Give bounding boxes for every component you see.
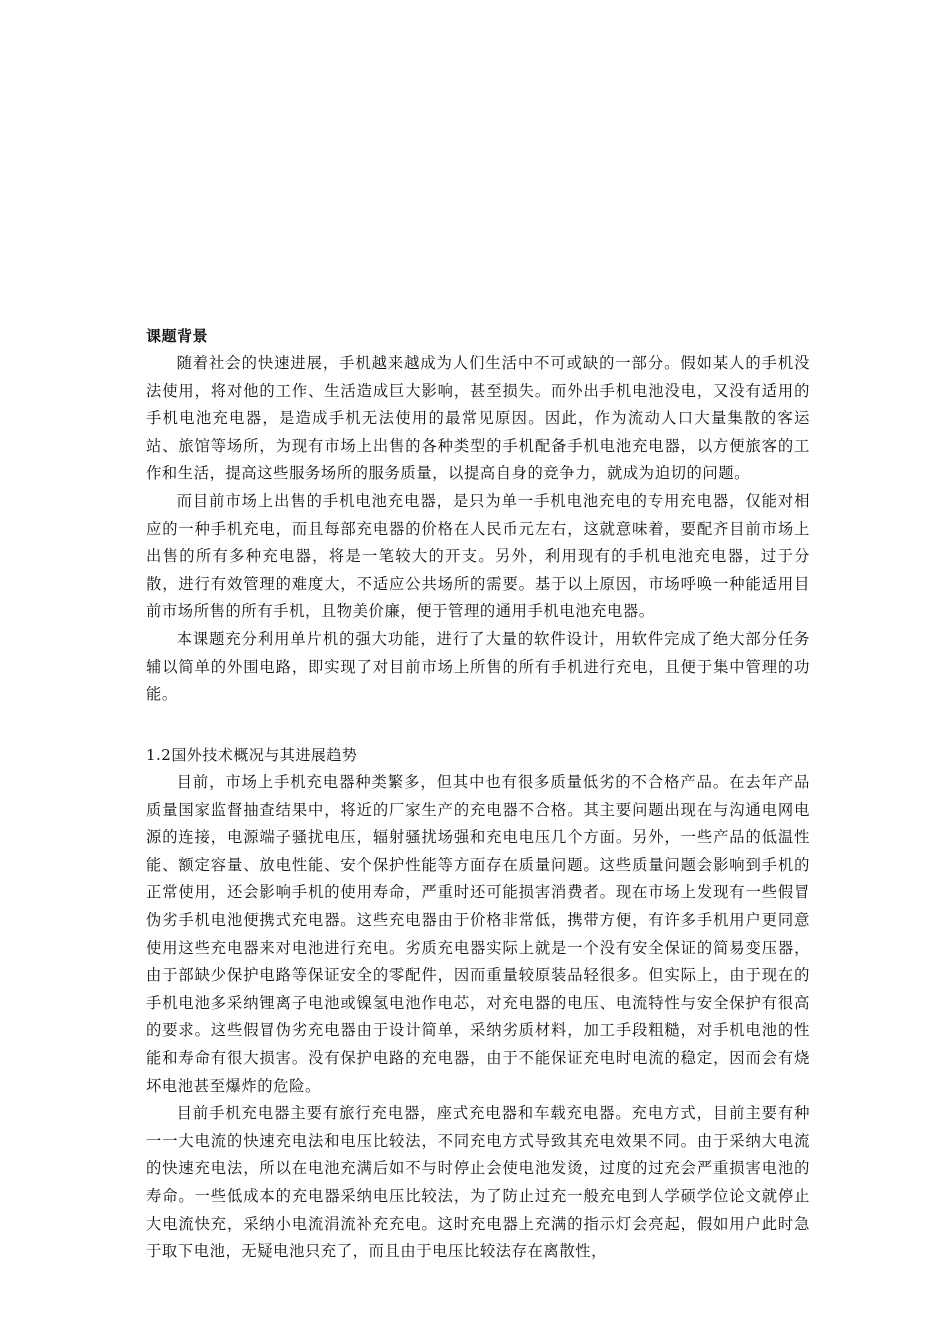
section-foreign-technology	[146, 741, 810, 1266]
section-heading: 1.2国外技术概况与其进展趋势	[146, 746, 358, 764]
paragraph: 而目前市场上出售的手机电池充电器，是只为单一手机电池充电的专用充电器，仅能对相应的一种手机充电，而且每部充电器的价格在人民币元左右，这就意味着，要配齐目前市场上出售的所有多种充电器，将是一笔较大的开支。另外，利用现有的手机电池充电器，过于分散，进行有效管理的难度大，不适应公共场所的需要。基于以上原因，市场呼唤一种能适用目前市场所售的所有手机，且物美价廉，便于管理的通用手机电池充电器。	[146, 491, 810, 621]
paragraph: 目前手机充电器主要有旅行充电器，座式充电器和车载充电器。充电方式，目前主要有种一一大电流的快速充电法和电压比较法，不同充电方式导致其充电效果不同。由于采纳大电流的快速充电法，所以在电池充满后如不与时停止会使电池发烫，过度的过充会严重损害电池的寿命。一些低成本的充电器采纳电压比较法，为了防止过充一般充电到人学硕学位论文就停止大电流快充，采纳小电流涓流补充充电。这时充电器上充满的指示灯会亮起，假如用户此时急于取下电池，无疑电池只充了，而且由于电压比较法存在离散性，	[146, 1104, 810, 1261]
paragraph: 目前，市场上手机充电器种类繁多，但其中也有很多质量低劣的不合格产品。在去年产品质量国家监督抽查结果中，将近的厂家生产的充电器不合格。其主要问题出现在与沟通电网电源的连接，电源端子骚扰电压，辐射骚扰场强和充电电压几个方面。另外，一些产品的低温性能、额定容量、放电性能、安个保护性能等方面存在质量问题。这些质量问题会影响到手机的正常使用，还会影响手机的使用寿命，严重时还可能损害消费者。现在市场上发现有一些假冒伪劣手机电池便携式充电器。这些充电器由于价格非常低，携带方便，有许多手机用户更同意使用这些充电器来对电池进行充电。劣质充电器实际上就是一个没有安全保证的简易变压器，由于部缺少保护电路等保证安全的零配件，因而重量较原装品轻很多。但实际上，由于现在的手机电池多采纳锂离子电池或镍氢电池作电芯，对充电器的电压、电流特性与安全保护有很高的要求。这些假冒伪劣充电器由于设计简单，采纳劣质材料，加工手段粗糙，对手机电池的性能和寿命有很大损害。没有保护电路的充电器，由于不能保证充电时电流的稳定，因而会有烧坏电池甚至爆炸的危险。	[146, 773, 810, 1095]
paragraph: 随着社会的快速进展，手机越来越成为人们生活中不可或缺的一部分。假如某人的手机没法使用，将对他的工作、生活造成巨大影响，甚至损失。而外出手机电池没电，又没有适用的手机电池充电器，是造成手机无法使用的最常见原因。因此，作为流动人口大量集散的客运站、旅馆等场所，为现有市场上出售的各种类型的手机配备手机电池充电器，以方便旅客的工作和生活，提高这些服务场所的服务质量，以提高自身的竞争力，就成为迫切的问题。	[146, 354, 810, 483]
section-background	[146, 322, 810, 709]
paragraph: 本课题充分利用单片机的强大功能，进行了大量的软件设计，用软件完成了绝大部分任务辅以简单的外围电路，即实现了对目前市场上所售的所有手机进行充电，且便于集中管理的功能。	[146, 629, 810, 704]
section-heading: 课题背景	[146, 327, 209, 345]
